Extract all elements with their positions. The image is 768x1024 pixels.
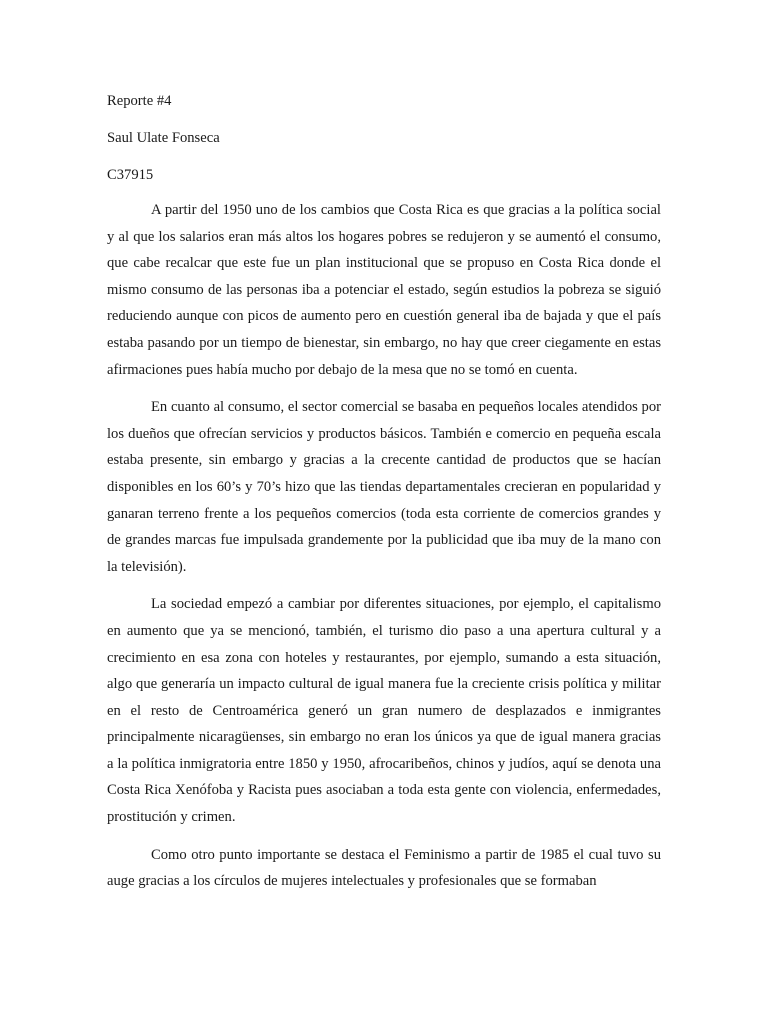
paragraph-3: La sociedad empezó a cambiar por diferentes situaciones, por ejemplo, el capitalismo en aumento que ya se mencionó, también, el turismo dio paso a una apertura cultural y a crecimiento en esa zona con hoteles y restaurantes, por ejemplo, sumando a esta situación, algo que generaría un impacto cultural de igual manera fue la creciente crisis política y militar en el resto de Centroamérica generó un gran numero de desplazados e inmigrantes principalmente nicaragüenses, sin embargo no eran los únicos ya que de igual manera gracias a la política inmigratoria entre 1850 y 1950, afrocaribeños, chinos y judíos, aquí se denota una Costa Rica Xenófoba y Racista pues asociaban a toda esta gente con violencia, enfermedades, prostitución y crimen. [107,596,661,826]
student-id: C37915 [107,167,154,183]
paragraph-1: A partir del 1950 uno de los cambios que Costa Rica es que gracias a la política social y al que los salarios eran más altos los hogares pobres se redujeron y se aumentó el consumo, que cabe recalcar que este fue un plan institucional que se propuso en Costa Rica donde el mismo consumo de las personas iba a potenciar el estado, según estudios la pobreza se siguió reduciendo aunque con picos de aumento pero en cuestión general iba de bajada y que el país estaba pasando por un tiempo de bienestar, sin embargo, no hay que creer ciegamente en estas afirmaciones pues había mucho por debajo de la mesa que no se tomó en cuenta. [107,202,661,378]
paragraph-2: En cuanto al consumo, el sector comercial se basaba en pequeños locales atendidos por los dueños que ofrecían servicios y productos básicos. También e comercio en pequeña escala estaba presente, sin embargo y gracias a la crecente cantidad de productos que se hacían disponibles en los 60’s y 70’s hizo que las tiendas departamentales crecieran en popularidad y ganaran terreno frente a los pequeños comercios (toda esta corriente de comercios grandes y de grandes marcas fue impulsada grandemente por la publicidad que iba muy de la mano con la televisión). [107,399,661,575]
document-page [107,89,661,906]
report-title: Reporte #4 [107,93,172,109]
paragraph-4: Como otro punto importante se destaca el Feminismo a partir de 1985 el cual tuvo su auge gracias a los círculos de mujeres intelectuales y profesionales que se formaban [107,846,661,890]
author-name: Saul Ulate Fonseca [107,130,220,146]
